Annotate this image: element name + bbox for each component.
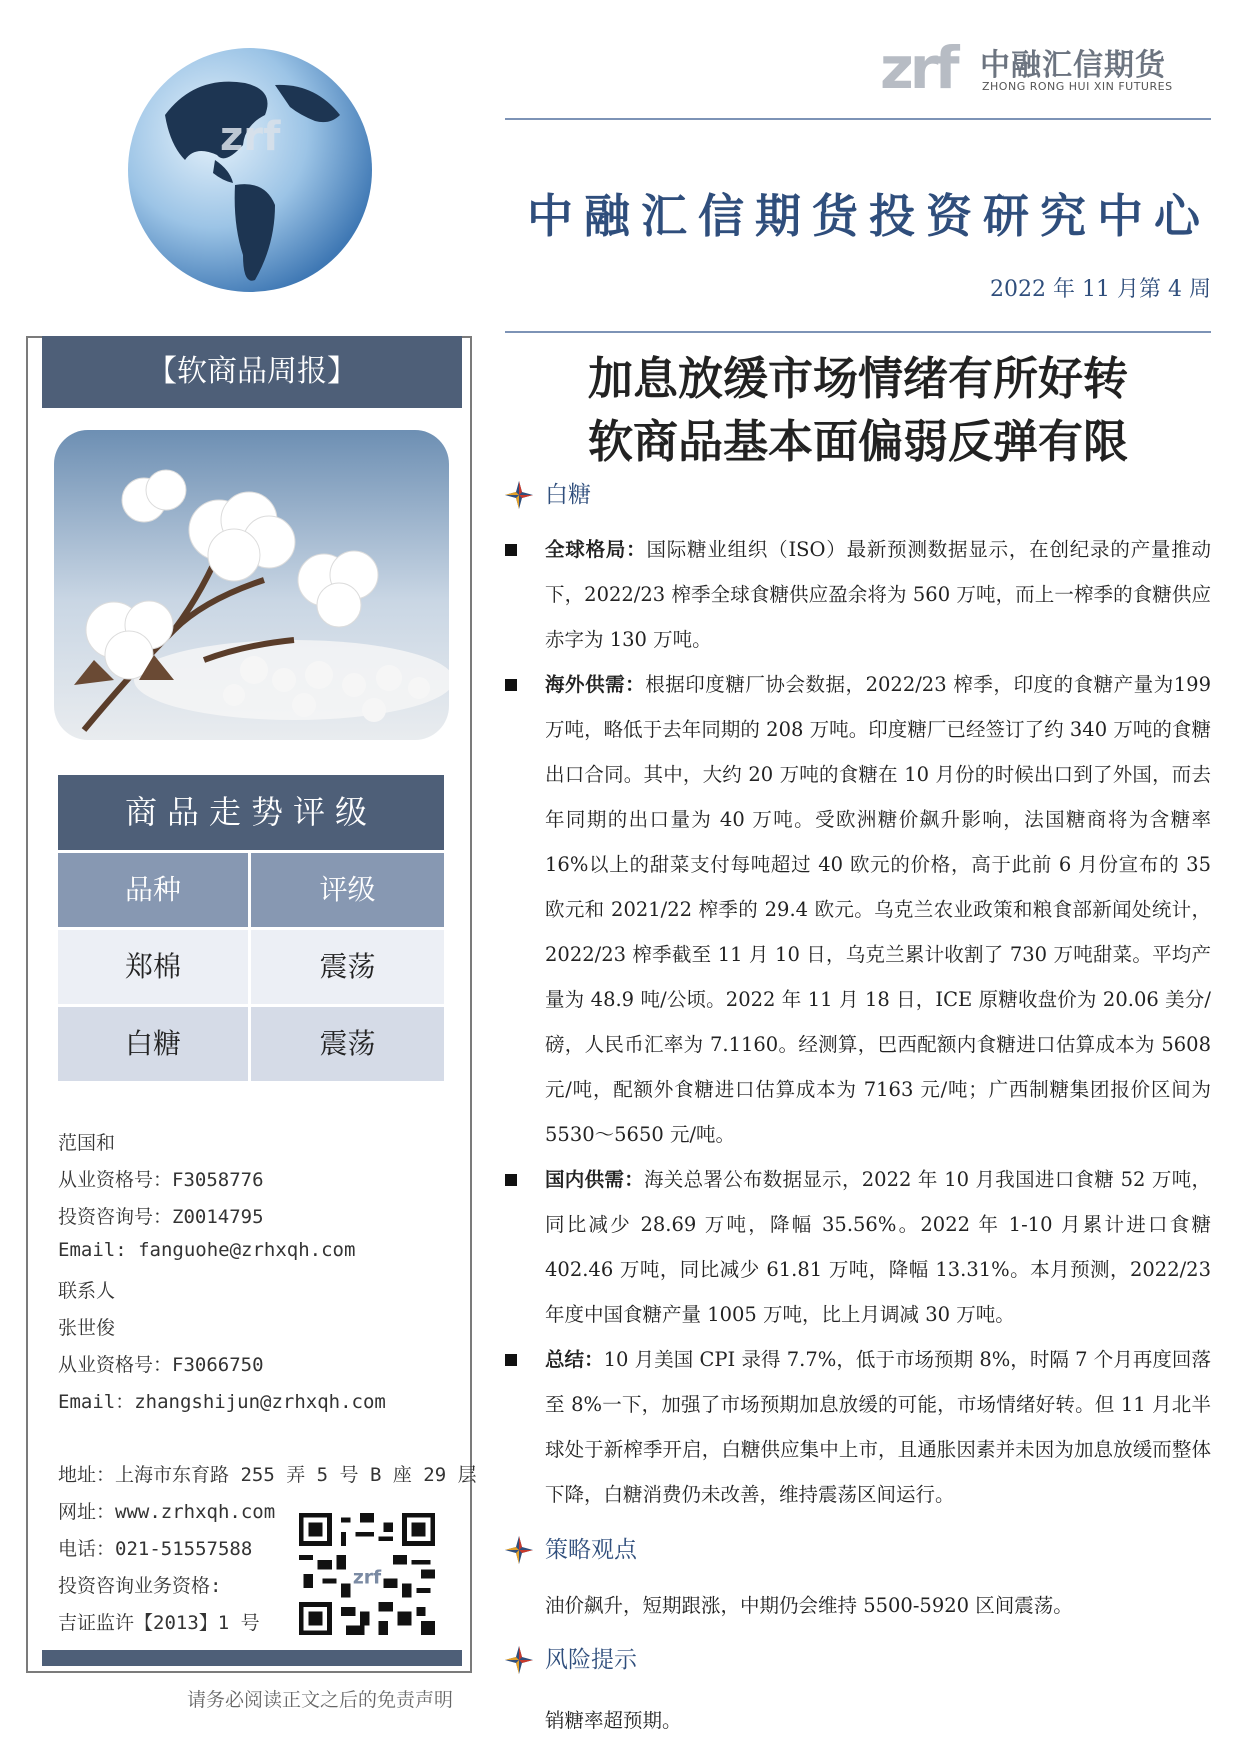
bullet-overseas-supply	[505, 662, 1211, 1157]
logo-english-name: ZHONG RONG HUI XIN FUTURES	[982, 80, 1173, 93]
rating-commodity-cell: 白糖	[58, 1007, 248, 1081]
rating-grade-cell: 震荡	[251, 930, 444, 1004]
research-center-title: 中融汇信期货投资研究中心	[527, 189, 1211, 243]
analyst-name: 范国和	[58, 1132, 116, 1154]
compass-star-icon	[505, 1536, 533, 1564]
svg-text:zrf: zrf	[220, 114, 281, 160]
contact-email[interactable]: Email：zhangshijun@zrhxqh.com	[58, 1391, 386, 1413]
analyst-license: 从业资格号：F3058776	[58, 1169, 264, 1191]
analyst-advisory-id: 投资咨询号：Z0014795	[58, 1206, 264, 1228]
globe-image	[125, 45, 375, 295]
contact-license: 从业资格号：F3066750	[58, 1354, 264, 1376]
bullet-summary	[505, 1337, 1211, 1517]
report-week: 2022 年 11 月第 4 周	[990, 277, 1211, 302]
logo-mark: zrf	[880, 34, 956, 102]
bullet-text: 国际糖业组织（ISO）最新预测数据显示，在创纪录的产量推动下，2022/23 榨季全球食糖供应盈余将为 560 万吨，而上一榨季的食糖供应赤字为 130 万吨。	[545, 538, 1211, 651]
qr-code[interactable]	[298, 1513, 436, 1635]
section-title: 策略观点	[545, 1537, 637, 1563]
company-website[interactable]: 网址：www.zrhxqh.com	[58, 1501, 276, 1523]
rating-commodity-cell: 郑棉	[58, 930, 248, 1004]
disclaimer-note: 请务必阅读正文之后的免责声明	[186, 1689, 453, 1711]
bullet-lead: 全球格局：	[545, 538, 647, 561]
square-bullet-icon	[505, 1354, 517, 1366]
contact-name: 张世俊	[58, 1317, 116, 1339]
compass-star-icon	[505, 1646, 533, 1674]
square-bullet-icon	[505, 679, 517, 691]
report-type-banner: 【软商品周报】	[42, 336, 462, 408]
analyst-email[interactable]: Email: fanguohe@zrhxqh.com	[58, 1239, 356, 1261]
bullet-lead: 总结：	[545, 1348, 604, 1371]
strategy-text: 油价飙升，短期跟涨，中期仍会维持 5500-5920 区间震荡。	[545, 1594, 1073, 1617]
bullet-global-pattern	[505, 527, 1211, 662]
headline-line-2: 软商品基本面偏弱反弹有限	[587, 415, 1128, 468]
risk-text: 销糖率超预期。	[545, 1709, 682, 1732]
bullet-text: 10 月美国 CPI 录得 7.7%，低于市场预期 8%，时隔 7 个月再度回落至 8%一下，加强了市场预期加息放缓的可能，市场情绪好转。但 11 月北半球处于新榨季开启，白糖供应集中上市，且通胀因素并未因为加息放缓而整体下降，白糖消费仍未改善，维持震荡区间运行。	[545, 1348, 1211, 1506]
headline-line-1: 加息放缓市场情绪有所好转	[587, 352, 1128, 405]
company-phone: 电话：021-51557588	[58, 1538, 253, 1560]
section-title: 白糖	[545, 482, 591, 508]
rating-header-grade: 评级	[251, 853, 444, 927]
square-bullet-icon	[505, 1174, 517, 1186]
logo-chinese-name: 中融汇信期货	[980, 48, 1166, 83]
section-title: 风险提示	[545, 1647, 637, 1673]
header-divider-bottom	[505, 331, 1211, 333]
company-address: 地址：上海市东育路 255 弄 5 号 B 座 29 层	[58, 1464, 477, 1486]
bullet-lead: 国内供需：	[545, 1168, 644, 1191]
bullet-lead: 海外供需：	[545, 673, 646, 696]
bullet-text: 根据印度糖厂协会数据，2022/23 榨季，印度的食糖产量为199 万吨，略低于去年同期的 208 万吨。印度糖厂已经签订了约 340 万吨的食糖出口合同。其中，大约 20 万吨的食糖在 10 月份的时候出口到了外国，而去年同期的出口量为 40 万吨。受欧洲糖价飙升影响，法国糖商将为含糖率 16%以上的甜菜支付每吨超过 40 欧元的价格，高于此前 6 月份宣布的 35 欧元和 2021/22 榨季的 29.4 欧元。乌克兰农业政策和粮食部新闻处统计，2022/23 榨季截至 11 月 10 日，乌克兰累计收割了 730 万吨甜菜。平均产量为 48.9 吨/公顷。2022 年 11 月 18 日，ICE 原糖收盘价为 20.06 美分/磅，人民币汇率为 7.1160。经测算，巴西配额内食糖进口估算成本为 5608 元/吨，配额外食糖进口估算成本为 7163 元/吨；广西制糖集团报价区间为 5530～5650 元/吨。	[545, 673, 1211, 1146]
bullet-domestic-supply	[505, 1157, 1211, 1337]
cotton-photo	[54, 430, 449, 740]
sidebar-footer-bar	[42, 1650, 462, 1666]
square-bullet-icon	[505, 544, 517, 556]
advisory-qualification-label: 投资咨询业务资格:	[58, 1575, 222, 1597]
rating-grade-cell: 震荡	[251, 1007, 444, 1081]
rating-header-commodity: 品种	[58, 853, 248, 927]
contact-label: 联系人	[58, 1280, 116, 1302]
compass-star-icon	[505, 481, 533, 509]
svg-text:zrf: zrf	[352, 1567, 382, 1589]
rating-section-title: 商品走势评级	[58, 775, 444, 850]
bullet-text: 海关总署公布数据显示，2022 年 10 月我国进口食糖 52 万吨，同比减少 28.69 万吨，降幅 35.56%。2022 年 1-10 月累计进口食糖 402.46 万吨，同比减少 61.81 万吨，降幅 13.31%。本月预测，2022/23 年度中国食糖产量 1005 万吨，比上月调减 30 万吨。	[545, 1168, 1211, 1326]
advisory-license-number: 吉证监许【2013】1 号	[58, 1612, 260, 1634]
company-logo	[880, 28, 1220, 102]
header-divider-top	[505, 118, 1211, 120]
